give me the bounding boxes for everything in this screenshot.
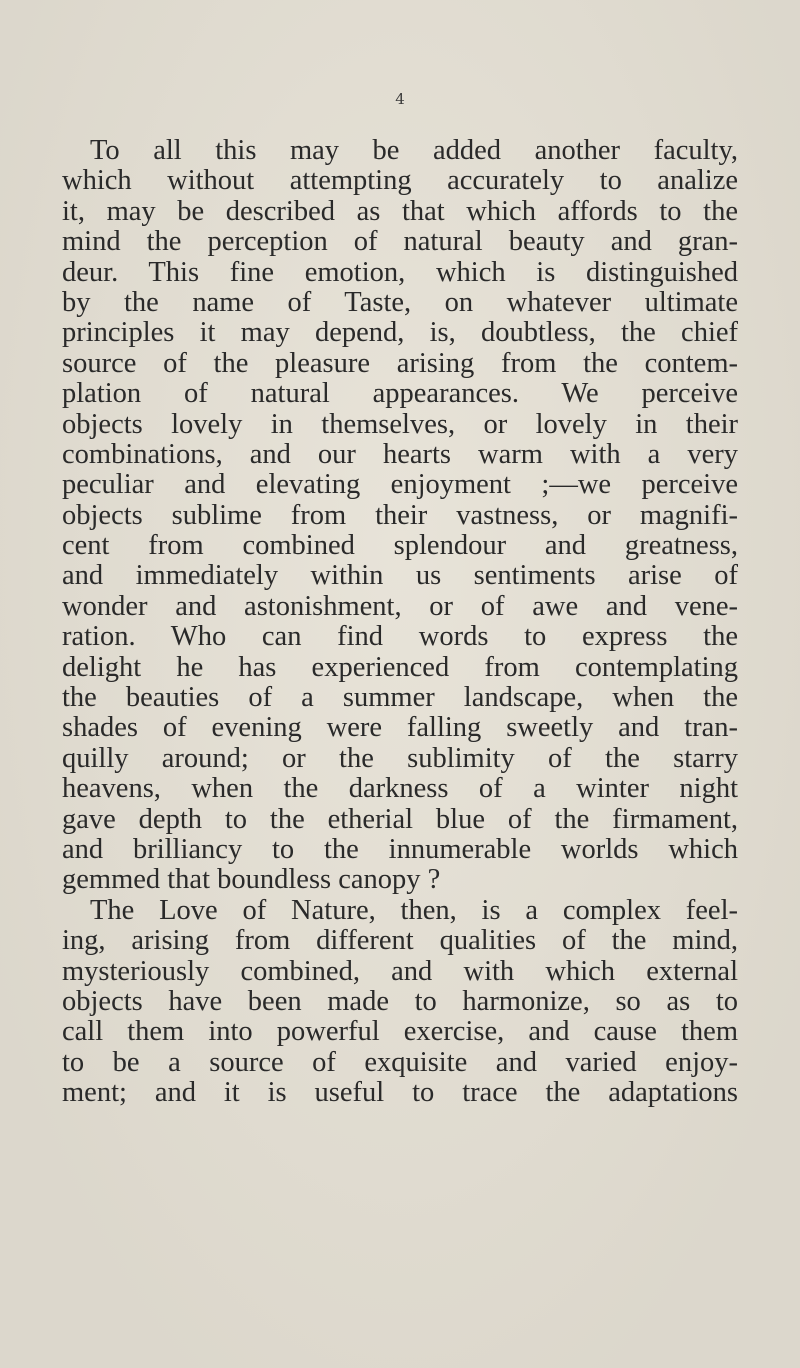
text-line: To all this may be added another faculty, xyxy=(90,135,738,166)
text-line: wonder and astonishment, or of awe and vene- xyxy=(62,590,738,622)
text-line: gave depth to the etherial blue of the firmament, xyxy=(62,803,738,835)
text-line: ration. Who can find words to express the xyxy=(62,621,738,653)
text-line: mind the perception of natural beauty and gran- xyxy=(62,226,738,258)
text-line: heavens, when the darkness of a winter night xyxy=(62,773,738,805)
text-line: the beauties of a summer landscape, when the xyxy=(62,682,738,714)
text-line: ment; and it is useful to trace the adaptations xyxy=(62,1077,738,1109)
text-line: objects lovely in themselves, or lovely in their xyxy=(62,408,738,440)
text-line: peculiar and elevating enjoyment ;—we perceive xyxy=(62,469,738,501)
text-line: and immediately within us sentiments arise of xyxy=(62,560,738,592)
text-line: The Love of Nature, then, is a complex feel- xyxy=(90,894,738,926)
body-text xyxy=(62,136,738,1109)
text-line: and brilliancy to the innumerable worlds which xyxy=(62,833,738,865)
text-line: cent from combined splendour and greatness, xyxy=(62,530,738,562)
text-line: combinations, and our hearts warm with a very xyxy=(62,438,738,470)
text-line: which without attempting accurately to analize xyxy=(62,165,738,197)
text-line: to be a source of exquisite and varied enjoy- xyxy=(62,1046,738,1078)
text-line: gemmed that boundless canopy ? xyxy=(62,864,441,896)
text-line: it, may be described as that which affords to the xyxy=(62,195,738,227)
text-line: objects sublime from their vastness, or magnifi- xyxy=(62,499,738,531)
text-line: mysteriously combined, and with which external xyxy=(62,955,738,987)
text-line: source of the pleasure arising from the contem- xyxy=(62,347,738,379)
text-line: shades of evening were falling sweetly and tran- xyxy=(62,712,738,744)
text-line: plation of natural appearances. We perceive xyxy=(62,378,738,410)
text-line: call them into powerful exercise, and cause them xyxy=(62,1016,738,1048)
text-line: deur. This fine emotion, which is distinguished xyxy=(62,256,738,288)
text-line: objects have been made to harmonize, so as to xyxy=(62,985,738,1017)
text-line: principles it may depend, is, doubtless, the chief xyxy=(62,317,738,349)
text-line: delight he has experienced from contemplating xyxy=(62,651,738,683)
text-line: quilly around; or the sublimity of the starry xyxy=(62,742,738,774)
text-line: by the name of Taste, on whatever ultimate xyxy=(62,286,738,318)
text-line: ing, arising from different qualities of the mind, xyxy=(62,925,738,957)
page-number: 4 xyxy=(395,90,405,108)
